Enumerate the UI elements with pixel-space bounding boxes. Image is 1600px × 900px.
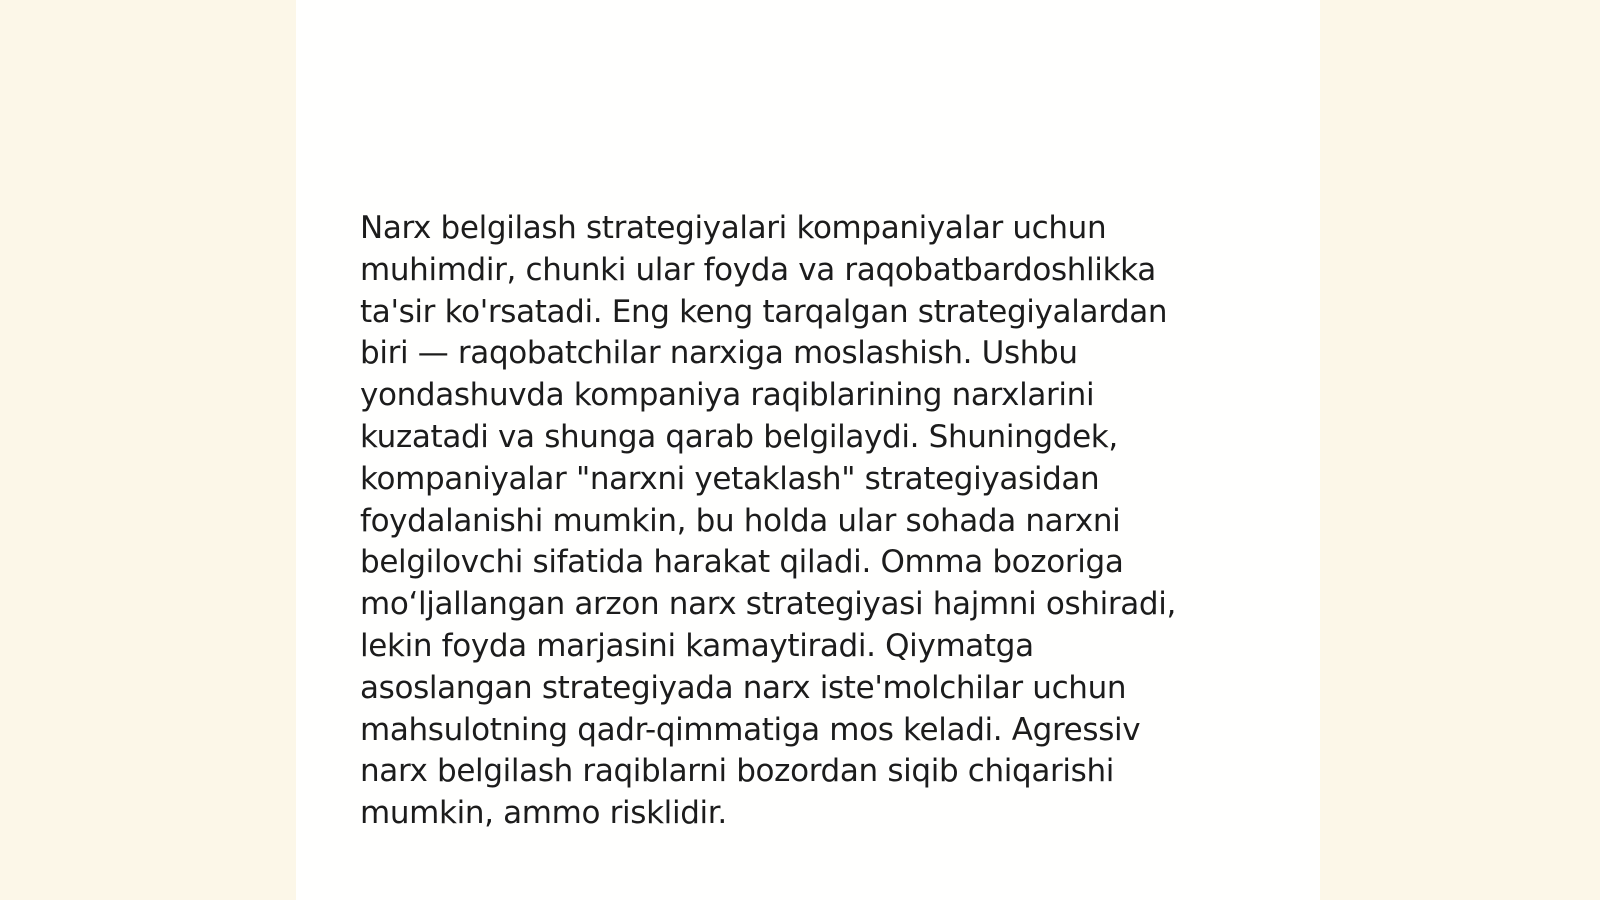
paragraph-line: mumkin, ammo risklidir. (360, 795, 727, 832)
paragraph-line: mahsulotning qadr-qimmatiga mos keladi. Agressiv (360, 711, 1141, 748)
paragraph-line: kuzatadi va shunga qarab belgilaydi. Shuningdek, (360, 418, 1118, 455)
paragraph-line: foydalanishi mumkin, bu holda ular sohada narxni (360, 502, 1121, 539)
paragraph-line: ta'sir ko'rsatadi. Eng keng tarqalgan strategiyalardan (360, 293, 1168, 330)
paragraph-line: narx belgilash raqiblarni bozordan siqib chiqarishi (360, 753, 1115, 790)
paragraph-line: mo‘ljallangan arzon narx strategiyasi hajmni oshiradi, (360, 586, 1176, 623)
paragraph-line: asoslangan strategiyada narx iste'molchilar uchun (360, 669, 1127, 706)
document-page (296, 0, 1320, 900)
paragraph-line: biri — raqobatchilar narxiga moslashish. Ushbu (360, 335, 1078, 372)
paragraph-line: lekin foyda marjasini kamaytiradi. Qiymatga (360, 627, 1034, 664)
paragraph-line: Narx belgilash strategiyalari kompaniyalar uchun (360, 210, 1107, 246)
paragraph-line: belgilovchi sifatida harakat qiladi. Omma bozoriga (360, 544, 1124, 581)
paragraph-line: yondashuvda kompaniya raqiblarining narxlarini (360, 377, 1095, 414)
body-paragraph (360, 208, 1260, 835)
paragraph-line: muhimdir, chunki ular foyda va raqobatbardoshlikka (360, 251, 1156, 288)
paragraph-line: kompaniyalar "narxni yetaklash" strategiyasidan (360, 460, 1100, 497)
